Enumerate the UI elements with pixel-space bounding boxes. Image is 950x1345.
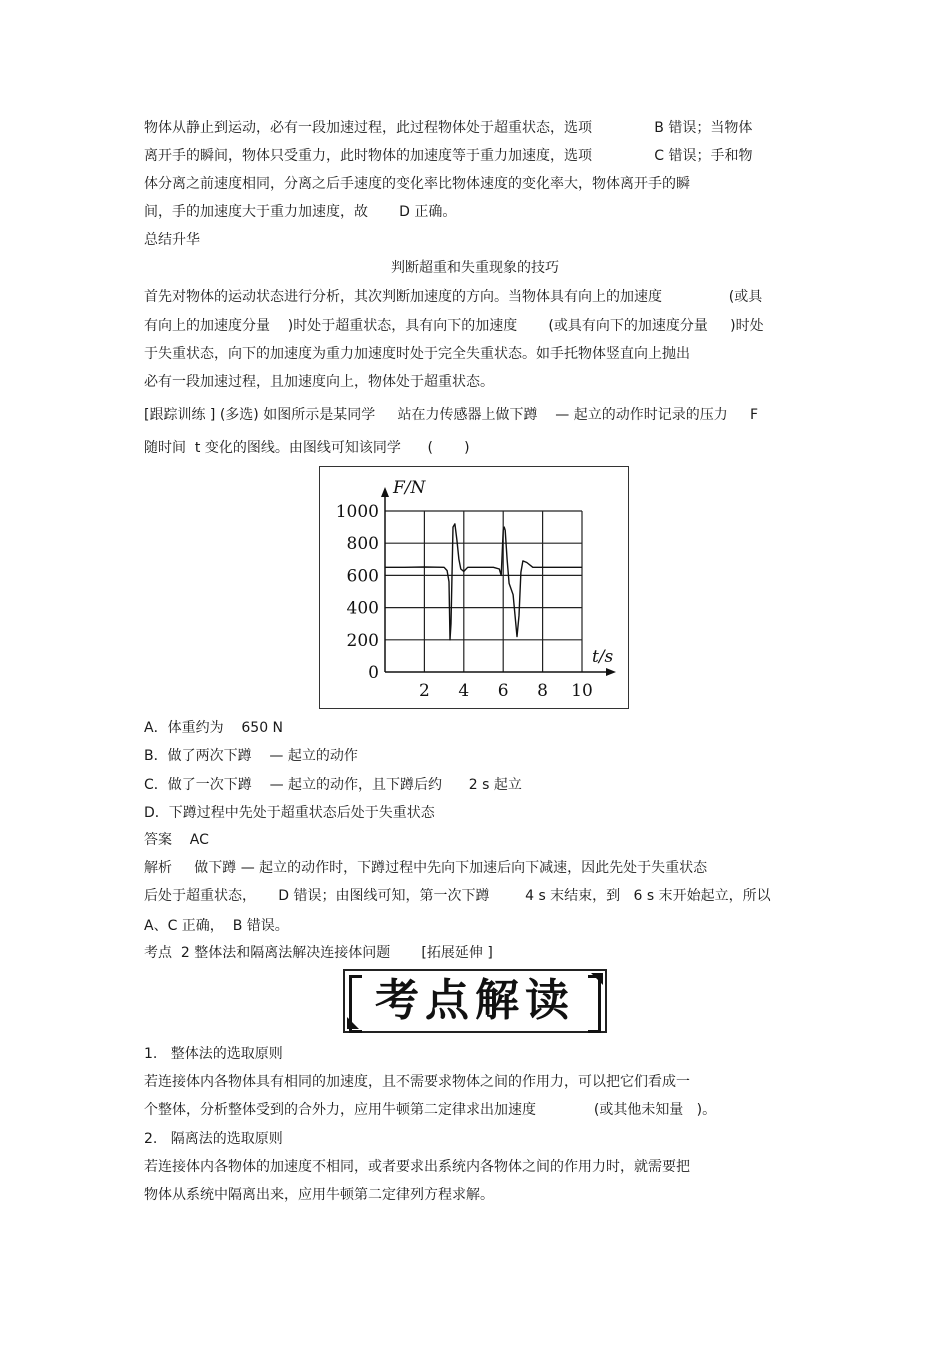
chart-svg (320, 467, 628, 708)
option-a: A．体重约为 650 N (144, 720, 284, 736)
x-axis-arrow (606, 668, 616, 676)
force-time-chart (319, 466, 629, 709)
x-axis-label: t/s (592, 647, 614, 667)
paragraph-line: 间，手的加速度大于重力加速度，故 D 正确。 (144, 204, 457, 220)
banner-title: 考点解读 (375, 975, 575, 1026)
analysis-line: 解析 做下蹲 — 起立的动作时，下蹲过程中先向下加速后向下减速，因此先处于失重状态 (144, 860, 708, 876)
section1-line: 个整体，分析整体受到的合外力，应用牛顿第二定律求出加速度 (或其他未知量 )。 (144, 1102, 717, 1118)
section1-title: 1. 整体法的选取原则 (144, 1046, 283, 1062)
x-tick-label: 4 (458, 681, 470, 701)
answer-line: 答案 AC (144, 832, 209, 848)
section1-line: 若连接体内各物体具有相同的加速度，且不需要求物体之间的作用力，可以把它们看成一 (144, 1074, 690, 1090)
summary-line: 有向上的加速度分量 )时处于超重状态，具有向下的加速度 (或具有向下的加速度分量 )时处 (144, 318, 764, 334)
x-tick-label: 8 (537, 681, 549, 701)
y-axis-arrow (381, 487, 389, 497)
exercise-line: [跟踪训练 ] (多选) 如图所示是某同学 站在力传感器上做下蹲 — 起立的动作时记录的压力 F (144, 407, 759, 423)
section2-title: 2. 隔离法的选取原则 (144, 1131, 283, 1147)
y-tick-label: 200 (346, 630, 379, 651)
paragraph-line: 离开手的瞬间，物体只受重力，此时物体的加速度等于重力加速度，选项 C 错误；手和物 (144, 148, 753, 164)
x-tick-label: 10 (571, 681, 593, 701)
paragraph-line: 体分离之前速度相同，分离之后手速度的变化率比物体速度的变化率大，物体离开手的瞬 (144, 176, 690, 192)
analysis-line: 后处于超重状态， D 错误；由图线可知，第一次下蹲 4 s 末结束，到 6 s 末开始起立，所以 (144, 888, 771, 904)
topic-line: 考点 2 整体法和隔离法解决连接体问题 [拓展延伸 ] (144, 945, 493, 961)
option-c: C．做了一次下蹲 — 起立的动作，且下蹲后约 2 s 起立 (144, 777, 522, 793)
section2-line: 物体从系统中隔离出来，应用牛顿第二定律列方程求解。 (144, 1187, 494, 1203)
force-curve (385, 524, 582, 640)
exercise-line: 随时间 t 变化的图线。由图线可知该同学 ( ) (144, 440, 470, 456)
y-tick-label: 1000 (335, 502, 379, 522)
y-tick-label: 0 (368, 663, 379, 683)
summary-heading: 总结升华 (144, 232, 200, 248)
summary-line: 首先对物体的运动状态进行分析，其次判断加速度的方向。当物体具有向上的加速度 (或具 (144, 289, 763, 305)
y-tick-label: 400 (346, 598, 379, 619)
y-axis-label: F/N (393, 478, 426, 498)
x-tick-label: 6 (497, 681, 509, 701)
paragraph-line: 物体从静止到运动，必有一段加速过程，此过程物体处于超重状态，选项 B 错误；当物体 (144, 120, 753, 136)
option-b: B．做了两次下蹲 — 起立的动作 (144, 748, 358, 764)
summary-line: 于失重状态，向下的加速度为重力加速度时处于完全失重状态。如手托物体竖直向上抛出 (144, 346, 690, 362)
y-tick-label: 800 (346, 534, 379, 555)
y-tick-label: 600 (346, 566, 379, 587)
section2-line: 若连接体内各物体的加速度不相同，或者要求出系统内各物体之间的作用力时，就需要把 (144, 1159, 690, 1175)
summary-line: 必有一段加速过程，且加速度向上，物体处于超重状态。 (144, 374, 494, 390)
summary-title: 判断超重和失重现象的技巧 (391, 260, 559, 276)
section-banner (343, 969, 607, 1033)
analysis-line: A、C 正确， B 错误。 (144, 918, 289, 934)
x-tick-label: 2 (418, 681, 430, 701)
option-d: D．下蹲过程中先处于超重状态后处于失重状态 (144, 805, 435, 821)
